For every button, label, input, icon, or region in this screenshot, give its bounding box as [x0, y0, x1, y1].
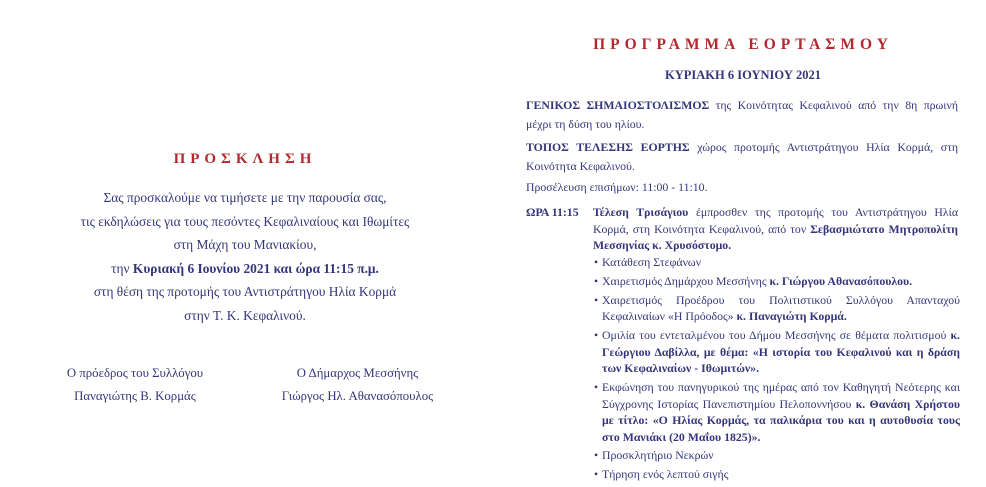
hour-detail: έμπροσθεν της προτομής του Αντιστράτηγου Ηλία Κορμά, στη Κοινότητα Κεφαλινού, από τον	[593, 205, 959, 236]
place-text: χώρος προτομής Αντιστράτηγου Ηλία Κορμά, στη Κοινότητα Κεφαλινού.	[526, 140, 958, 173]
bullet-icon: •	[594, 380, 599, 395]
program-item	[594, 327, 960, 377]
invitation-line-5: στη θέση της προτομής του Αντιστράτηγου Ηλία Κορμά	[93, 284, 397, 299]
invitation-line-2: τις εκδηλώσεις για τους πεσόντες Κεφαλιναίους και Ιθωμίτες	[80, 213, 410, 229]
flags-text: της Κοινότητας Κεφαλινού από την 8η πρωινή μέχρι τη δύση του ηλίου.	[526, 98, 958, 131]
signature-left-role: Ο πρόεδρος του Συλλόγου	[66, 366, 204, 380]
invitation-line-1: Σας προσκαλούμε να τιμήσετε με την παρουσία σας,	[103, 190, 387, 205]
invitation-panel	[0, 0, 490, 487]
signature-right	[255, 362, 460, 408]
invitation-title: ΠΡΟΣΚΛΗΣΗ	[173, 151, 317, 167]
program-panel	[510, 0, 976, 487]
program-item-text: Τήρηση ενός λεπτού σιγής	[602, 467, 729, 482]
program-item	[594, 466, 960, 483]
program-item-text: Κατάθεση Στεφάνων	[602, 255, 702, 269]
invitation-line-4	[0, 257, 490, 281]
bullet-icon: •	[594, 255, 599, 269]
invitation-body	[0, 186, 490, 327]
program-item-bold: κ. Γεώργιου Δαβίλλα	[602, 328, 960, 359]
program-item-text: Χαιρετισμός Προέδρου του Πολιτιστικού Συλλόγου Απανταχού Κεφαλιναίων «Η Πρόοδος»	[602, 292, 960, 324]
program-item-bold: κ. Θανάση Χρήστου	[855, 396, 960, 411]
bullet-icon: •	[594, 448, 599, 463]
program-date: ΚΥΡΙΑΚΗ 6 ΙΟΥΝΙΟΥ 2021	[665, 68, 821, 82]
bullet-icon: •	[594, 292, 599, 307]
signature-right-name: Γιώργος Ηλ. Αθανασόπουλος	[281, 389, 434, 403]
signature-left-name: Παναγιώτης Β. Κορμάς	[74, 389, 196, 403]
program-item-text: Εκφώνηση του πανηγυρικού της ημέρας από τον Καθηγητή Νεότερης και Σύγχρονης Ιστορίας Πανεπιστημίου Πελοποννήσου	[602, 380, 960, 411]
flags-heading: ΓΕΝΙΚΟΣ ΣΗΜΑΙΟΣΤΟΛΙΣΜΟΣ	[526, 98, 710, 112]
program-item-text-after: , με θέμα: «Η ιστορία του Κεφαλινού και η δράση των Κεφαλιναίων - Ιθωμιτών».	[602, 344, 960, 376]
program-item-text: Ομιλία του εντεταλμένου του Δήμου Μεσσήνης σε θέματα πολιτισμού	[602, 328, 951, 343]
place-heading: ΤΟΠΟΣ ΤΕΛΕΣΗΣ ΕΟΡΤΗΣ	[526, 140, 690, 154]
program-item	[594, 292, 960, 325]
hour-label: ΩΡΑ 11:15	[526, 205, 579, 219]
program-item	[594, 254, 960, 271]
program-item	[594, 273, 960, 290]
bullet-icon: •	[594, 273, 599, 288]
program-item-bold: κ. Παναγιώτη Κορμά.	[736, 309, 847, 324]
hour-event: Τέλεση Τρισάγιου	[593, 205, 689, 219]
program-item	[594, 379, 960, 445]
hour-officiant: Σεβασμιώτατο Μητροπολίτη Μεσσηνίας κ. Χρυσόστομο.	[593, 221, 958, 252]
program-item-bold: κ. Γιώργου Αθανασόπουλου.	[769, 273, 913, 288]
place-paragraph	[526, 138, 958, 175]
program-title: ΠΡΟΓΡΑΜΜΑ ΕΟΡΤΑΣΜΟΥ	[593, 36, 893, 53]
program-item-text: Προσκλητήριο Νεκρών	[602, 448, 714, 463]
invitation-line-6: στην Τ. Κ. Κεφαλινού.	[184, 307, 306, 323]
signature-right-role: Ο Δήμαρχος Μεσσήνης	[296, 366, 419, 380]
signature-left	[40, 362, 230, 408]
bullet-icon: •	[594, 328, 599, 343]
bullet-icon: •	[594, 467, 599, 482]
flags-paragraph	[526, 96, 958, 133]
invitation-line-4-prefix: την	[111, 260, 133, 276]
invitation-line-3: στη Μάχη του Μανιακίου,	[173, 237, 317, 252]
program-item-text-after: με τίτλο: «Ο Ηλίας Κορμάς, τα παλικάρια του και η αυτοθυσία τους στο Μανιάκι (20 Μαΐου 1825)».	[602, 413, 960, 444]
program-item	[594, 447, 960, 464]
program-item-text: Χαιρετισμός Δημάρχου Μεσσήνης	[602, 273, 770, 288]
hour-description	[593, 204, 958, 254]
arrival-text: Προσέλευση επισήμων: 11:00 - 11:10.	[526, 180, 708, 194]
program-items-list	[594, 254, 960, 485]
invitation-date-time: Κυριακή 6 Ιουνίου 2021 και ώρα 11:15 π.μ.	[132, 260, 379, 276]
